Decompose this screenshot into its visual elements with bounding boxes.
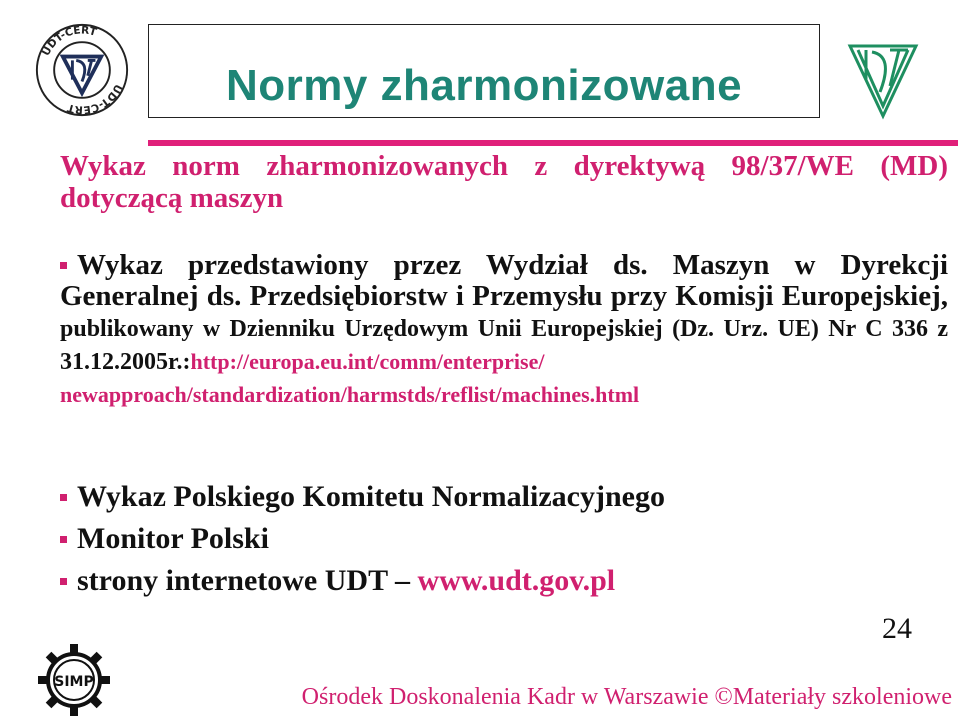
list-item bbox=[60, 518, 940, 560]
bullet-list bbox=[60, 476, 940, 602]
title-box bbox=[148, 24, 820, 118]
seal-text-bottom: UDT-CERT bbox=[66, 82, 125, 116]
svg-text:UDT-CERT bbox=[40, 24, 99, 58]
list-item bbox=[60, 560, 940, 602]
bullet-square-icon bbox=[60, 494, 67, 501]
bullet-text-udt: strony internetowe UDT – bbox=[77, 564, 418, 597]
svg-text:UDT-CERT bbox=[65, 82, 124, 116]
ec-list-link[interactable]: http://europa.eu.int/comm/enterprise/ newapproach/standardization/harmstds/reflist/machines.html bbox=[60, 349, 640, 407]
slide-title: Normy zharmonizowane bbox=[225, 61, 743, 110]
bullet-square-icon bbox=[60, 262, 67, 269]
udt-cert-logo bbox=[34, 22, 130, 118]
bullet-text-pkn: Wykaz Polskiego Komitetu Normalizacyjnego bbox=[77, 480, 665, 513]
bullet-square-icon bbox=[60, 578, 67, 585]
udt-monogram-logo bbox=[846, 40, 920, 120]
bullet-square-icon bbox=[60, 536, 67, 543]
bullet-text-monitor: Monitor Polski bbox=[77, 522, 269, 555]
ec-list-paragraph bbox=[60, 250, 948, 410]
seal-text-top: UDT-CERT bbox=[39, 24, 98, 58]
simp-logo-text: SIMP bbox=[54, 674, 94, 690]
list-heading: Wykaz norm zharmonizowanych z dyrektywą 98/37/WE (MD) dotyczącą maszyn bbox=[60, 150, 948, 214]
slide-number: 24 bbox=[882, 612, 912, 645]
footer-text: Ośrodek Doskonalenia Kadr w Warszawie ©Materiały szkoleniowe bbox=[301, 684, 952, 710]
list-item bbox=[60, 476, 940, 518]
paragraph-part2: publikowany w Dzienniku Urzędowym Unii Europejskiej (Dz. Urz. UE) Nr C 336 z 31.12.2005r.: bbox=[60, 316, 948, 375]
udt-website-link[interactable]: www.udt.gov.pl bbox=[417, 564, 616, 597]
paragraph-part1: Wykaz przedstawiony przez Wydział ds. Maszyn w Dyrekcji Generalnej ds. Przedsiębiorstw i Przemysłu przy Komisji Europejskiej, bbox=[60, 249, 948, 312]
simp-gear-logo bbox=[34, 640, 114, 720]
title-underline bbox=[148, 140, 958, 146]
